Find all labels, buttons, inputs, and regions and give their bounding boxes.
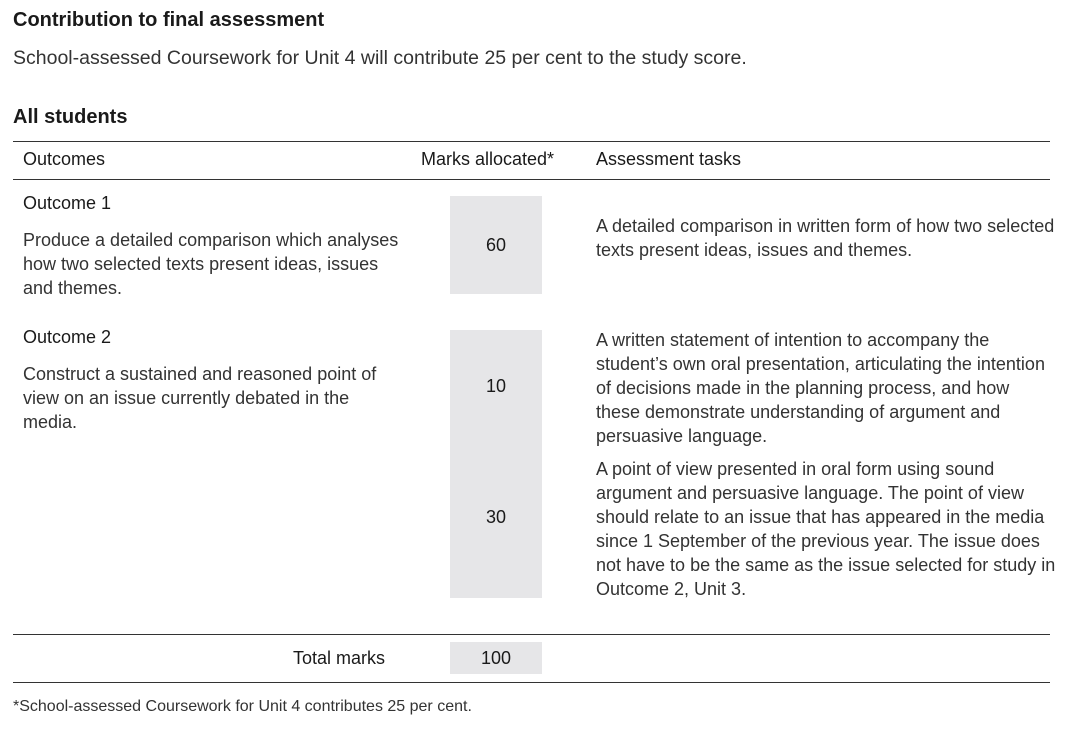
total-top-rule (13, 634, 1050, 635)
column-header-outcomes: Outcomes (23, 149, 106, 169)
marks-value-outcome-1-task-1: 60 (485, 235, 507, 255)
outcome-1-title: Outcome 1 (23, 193, 112, 213)
total-marks-value: 100 (480, 648, 512, 668)
outcome-2-description: Construct a sustained and reasoned point of view on an issue currently debated in the media. (23, 364, 377, 432)
column-header-marks: Marks allocated* (421, 149, 555, 169)
table-top-rule (13, 141, 1050, 142)
task-outcome-1-task-1: A detailed comparison in written form of how two selected texts present ideas, issues and themes. (596, 216, 1055, 260)
marks-value-outcome-2-task-1: 10 (485, 376, 507, 396)
column-header-tasks: Assessment tasks (596, 149, 742, 169)
table-subheading: All students (13, 106, 128, 128)
total-marks-label: Total marks (293, 648, 386, 668)
outcome-1-description: Produce a detailed comparison which analyses how two selected texts present ideas, issues and themes. (23, 230, 399, 298)
section-heading: Contribution to final assessment (13, 9, 325, 31)
marks-value-outcome-2-task-2: 30 (485, 507, 507, 527)
footnote: *School-assessed Coursework for Unit 4 contributes 25 per cent. (13, 698, 472, 715)
table-bottom-rule (13, 682, 1050, 683)
marks-cell-outcome-2 (450, 330, 542, 598)
intro-text: School-assessed Coursework for Unit 4 will contribute 25 per cent to the study score. (13, 47, 747, 69)
task-outcome-2-task-1: A written statement of intention to accompany the student’s own oral presentation, articulating the intention of decisions made in the planning process, and how these demonstrate understanding of argument and persuasive language. (596, 330, 1045, 446)
header-bottom-rule (13, 179, 1050, 180)
task-outcome-2-task-2: A point of view presented in oral form using sound argument and persuasive language. The point of view should relate to an issue that has appeared in the media since 1 September of the previous year. The issue does not have to be the same as the issue selected for study in Outcome 2, Unit 3. (596, 459, 1056, 599)
outcome-2-title: Outcome 2 (23, 327, 112, 347)
